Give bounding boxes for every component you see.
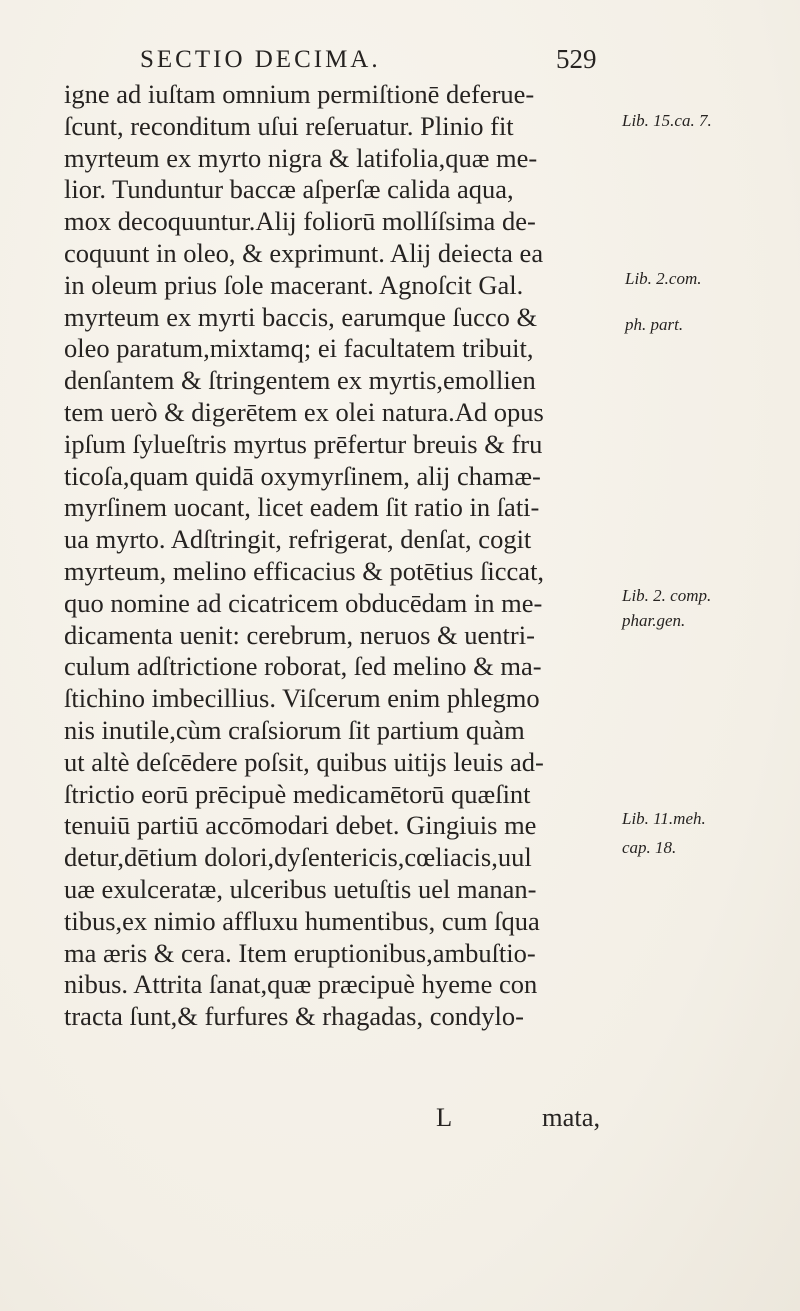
text-line: tracta ſunt,& furfures & rhagadas, condylo- <box>64 1001 524 1032</box>
body-text <box>64 79 624 1033</box>
margin-note: Lib. 15.ca. 7. <box>622 111 712 130</box>
text-line: ſtichino imbecillius. Viſcerum enim phlegmo <box>64 683 540 714</box>
text-line: ma æris & cera. Item eruptionibus,ambuſtio- <box>64 937 536 968</box>
text-line: ipſum ſylueſtris myrtus prēfertur breuis & fru <box>64 428 543 459</box>
text-line: in oleum prius ſole macerant. Agnoſcit Gal. <box>64 269 524 300</box>
text-line: mox decoquuntur.Alij foliorū mollíſsima de- <box>64 206 536 237</box>
text-line: igne ad iuſtam omnium permiſtionē deferue- <box>64 79 535 109</box>
margin-note: Lib. 2. comp. <box>622 586 712 605</box>
text-line: denſantem & ſtringentem ex myrtis,emollien <box>64 365 536 396</box>
text-line: uæ exulceratæ, ulceribus uetuſtis uel manan- <box>64 873 537 904</box>
text-line: ua myrto. Adſtringit, refrigerat, denſat, cogit <box>64 524 532 555</box>
signature-mark: L <box>436 1102 453 1132</box>
text-line: tem uerò & digerētem ex olei natura.Ad opus <box>64 396 544 427</box>
text-line: nibus. Attrita ſanat,quæ præcipuè hyeme con <box>64 969 538 1000</box>
text-line: myrteum ex myrto nigra & latifolia,quæ me- <box>64 142 538 173</box>
text-line: myrſinem uocant, licet eadem ſit ratio in ſati- <box>64 492 540 523</box>
page-number: 529 <box>556 44 597 74</box>
margin-note: ph. part. <box>625 315 684 334</box>
text-line: oleo paratum,mixtamq; ei facultatem tribuit, <box>64 333 534 364</box>
text-line: myrteum, melino efficacius & potētius ſiccat, <box>64 555 545 586</box>
text-line: quo nomine ad cicatricem obducēdam in me- <box>64 587 543 618</box>
catchword: mata, <box>542 1102 601 1132</box>
text-line: ſcunt, reconditum uſui reſeruatur. Plinio fit <box>64 110 514 141</box>
margin-note: cap. 18. <box>622 838 677 857</box>
text-line: detur,dētium dolori,dyſentericis,cœliacis,uul <box>64 842 532 873</box>
text-line: coquunt in oleo, & exprimunt. Alij deiecta ea <box>64 237 544 268</box>
text-line: ut altè deſcēdere poſsit, quibus uitijs leuis ad- <box>64 746 544 777</box>
running-header <box>110 40 630 80</box>
margin-note: Lib. 11.meh. <box>622 809 706 828</box>
section-title: SECTIO DECIMA. <box>140 46 381 73</box>
text-line: lior. Tunduntur baccæ aſperſæ calida aqua, <box>64 174 514 205</box>
text-line: tenuiū partiū accōmodari debet. Gingiuis me <box>64 810 537 841</box>
text-line: ſtrictio eorū prēcipuè medicamētorū quæſint <box>64 778 531 809</box>
text-line: myrteum ex myrti baccis, earumque ſucco & <box>64 301 538 332</box>
margin-note: phar.gen. <box>622 611 686 630</box>
text-line: nis inutile,cùm craſsiorum ſit partium quàm <box>64 714 525 745</box>
text-line: culum adſtrictione roborat, ſed melino & ma- <box>64 651 542 682</box>
text-line: tibus,ex nimio affluxu humentibus, cum ſqua <box>64 905 540 936</box>
margin-note: Lib. 2.com. <box>625 269 702 288</box>
text-line: dicamenta uenit: cerebrum, neruos & uentri- <box>64 619 535 650</box>
text-line: ticoſa,quam quidā oxymyrſinem, alij chamæ- <box>64 460 541 491</box>
